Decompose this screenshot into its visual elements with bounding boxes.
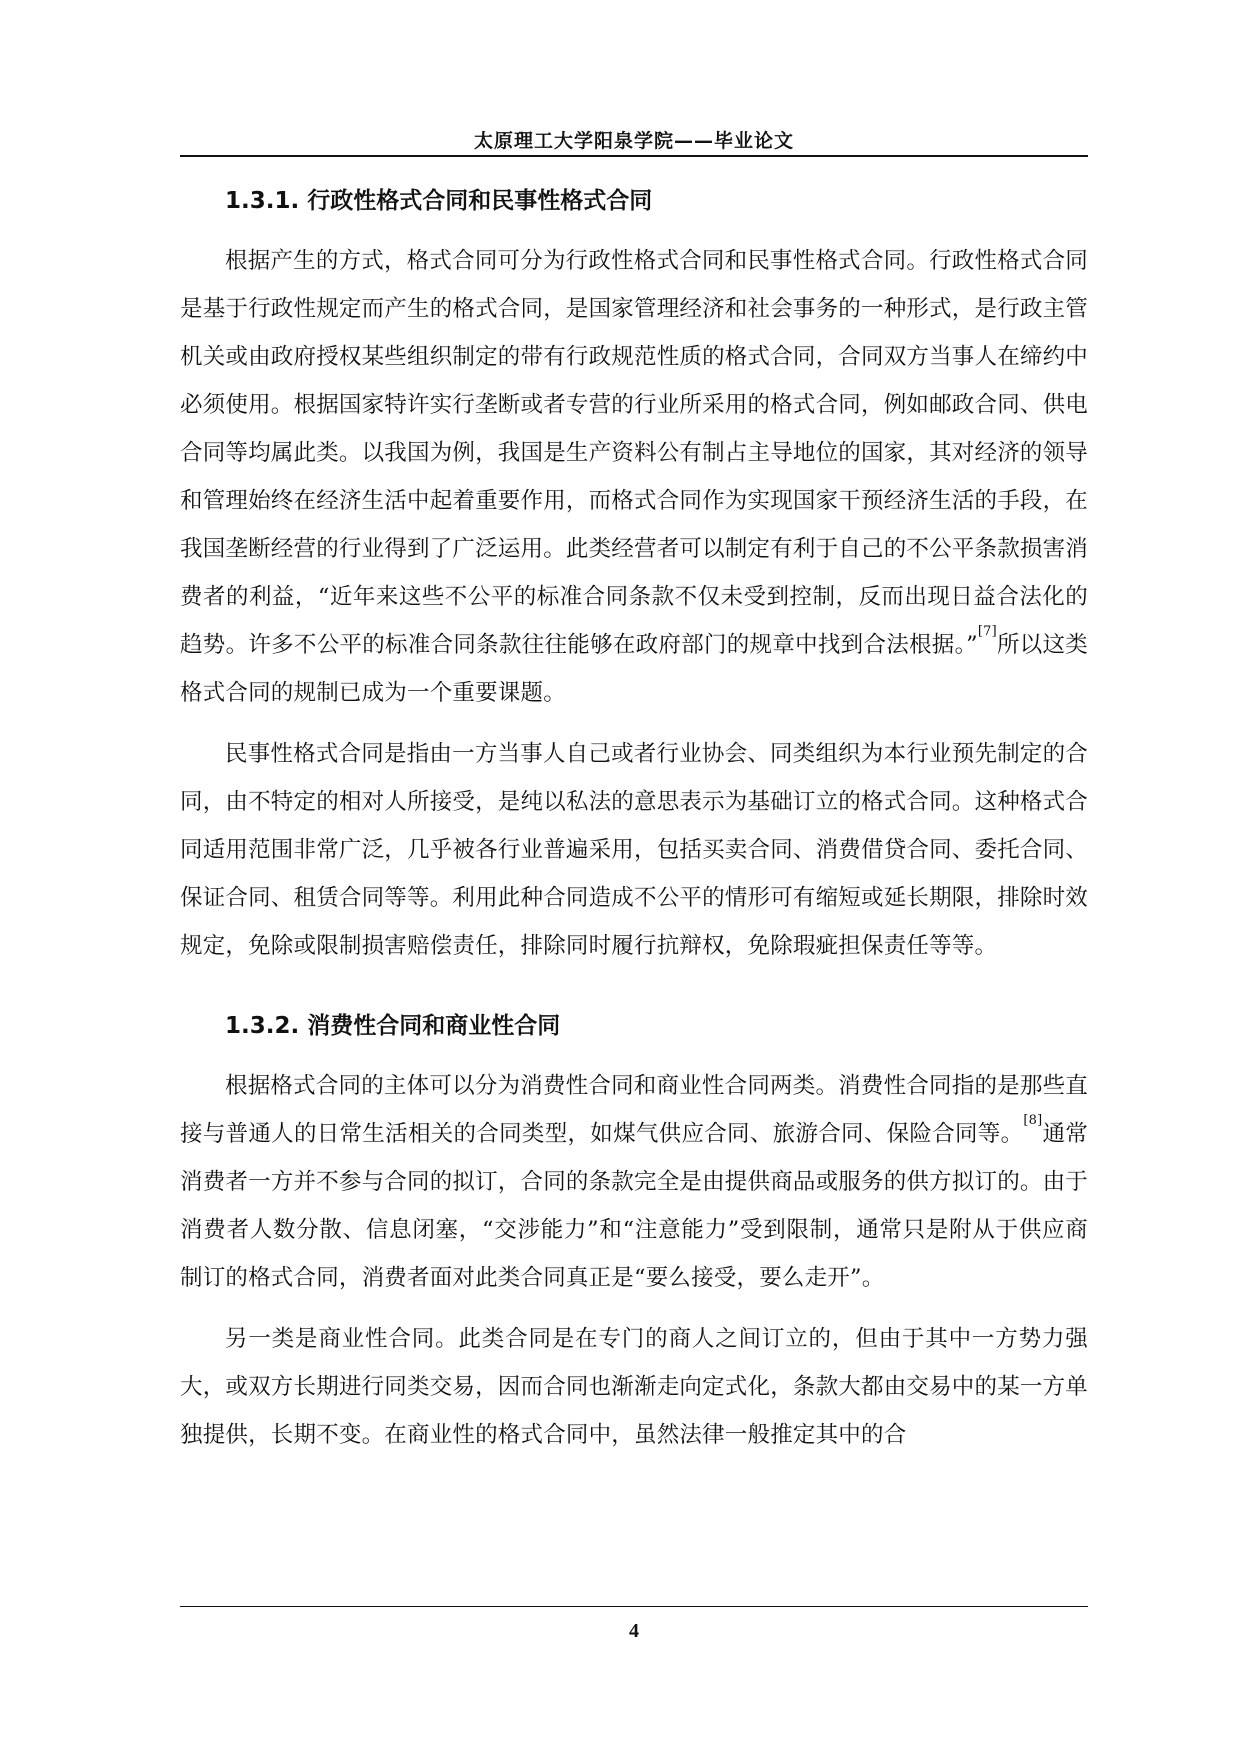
paragraph-text: 通常消费者一方并不参与合同的拟订，合同的条款完全是由提供商品或服务的供方拟订的。由于消费者人数分散、信息闭塞，“交涉能力”和“注意能力”受到限制，通常只是附从于供应商制订的格式合同，消费者面对此类合同真正是“要么接受，要么走开”。 [180, 1121, 1089, 1291]
page-body [180, 178, 1088, 1459]
section-heading: 1.3.1. 行政性格式合同和民事性格式合同 [225, 188, 653, 214]
paragraph-text: 根据产生的方式，格式合同可分为行政性格式合同和民事性格式合同。行政性格式合同是基于行政性规定而产生的格式合同，是国家管理经济和社会事务的一种形式，是行政主管机关或由政府授权某些组织制定的带有行政规范性质的格式合同，合同双方当事人在缔约中必须使用。根据国家特许实行垄断或者专营的行业所采用的格式合同，例如邮政合同、供电合同等均属此类。以我国为例，我国是生产资料公有制占主导地位的国家，其对经济的领导和管理始终在经济生活中起着重要作用，而格式合同作为实现国家干预经济生活的手段，在我国垄断经营的行业得到了广泛运用。此类经营者可以制定有利于自己的不公平条款损害消费者的利益，“近年来这些不公平的标准合同条款不仅未受到控制，反而出现日益合法化的趋势。许多不公平的标准合同条款往往能够在政府部门的规章中找到合法根据。” [180, 248, 1089, 658]
body-paragraph [180, 1062, 1088, 1302]
citation-marker: [7] [977, 624, 997, 639]
paragraph-text: 所以这类格式合同的规制已成为一个重要课题。 [180, 632, 1088, 706]
page-number: 4 [629, 1620, 639, 1642]
body-paragraph [180, 237, 1088, 717]
paragraph-text: 根据格式合同的主体可以分为消费性合同和商业性合同两类。消费性合同指的是那些直接与普通人的日常生活相关的合同类型，如煤气供应合同、旅游合同、保险合同等。 [180, 1073, 1088, 1147]
section-heading: 1.3.2. 消费性合同和商业性合同 [225, 1013, 561, 1039]
body-paragraph [180, 730, 1088, 970]
paragraph-text: 民事性格式合同是指由一方当事人自己或者行业协会、同类组织为本行业预先制定的合同，由不特定的相对人所接受，是纯以私法的意思表示为基础订立的格式合同。这种格式合同适用范围非常广泛，几乎被各行业普遍采用，包括买卖合同、消费借贷合同、委托合同、保证合同、租赁合同等等。利用此种合同造成不公平的情形可有缩短或延长期限，排除时效规定，免除或限制损害赔偿责任，排除同时履行抗辩权，免除瑕疵担保责任等等。 [180, 741, 1089, 959]
citation-marker: [8] [1023, 1113, 1043, 1128]
body-paragraph [180, 1315, 1088, 1459]
running-header: 太原理工大学阳泉学院——毕业论文 [473, 130, 794, 152]
header-rule [180, 155, 1088, 157]
footer-rule [180, 1606, 1088, 1607]
paragraph-text: 另一类是商业性合同。此类合同是在专门的商人之间订立的，但由于其中一方势力强大，或双方长期进行同类交易，因而合同也渐渐走向定式化，条款大都由交易中的某一方单独提供，长期不变。在商业性的格式合同中，虽然法律一般推定其中的合 [180, 1326, 1089, 1448]
